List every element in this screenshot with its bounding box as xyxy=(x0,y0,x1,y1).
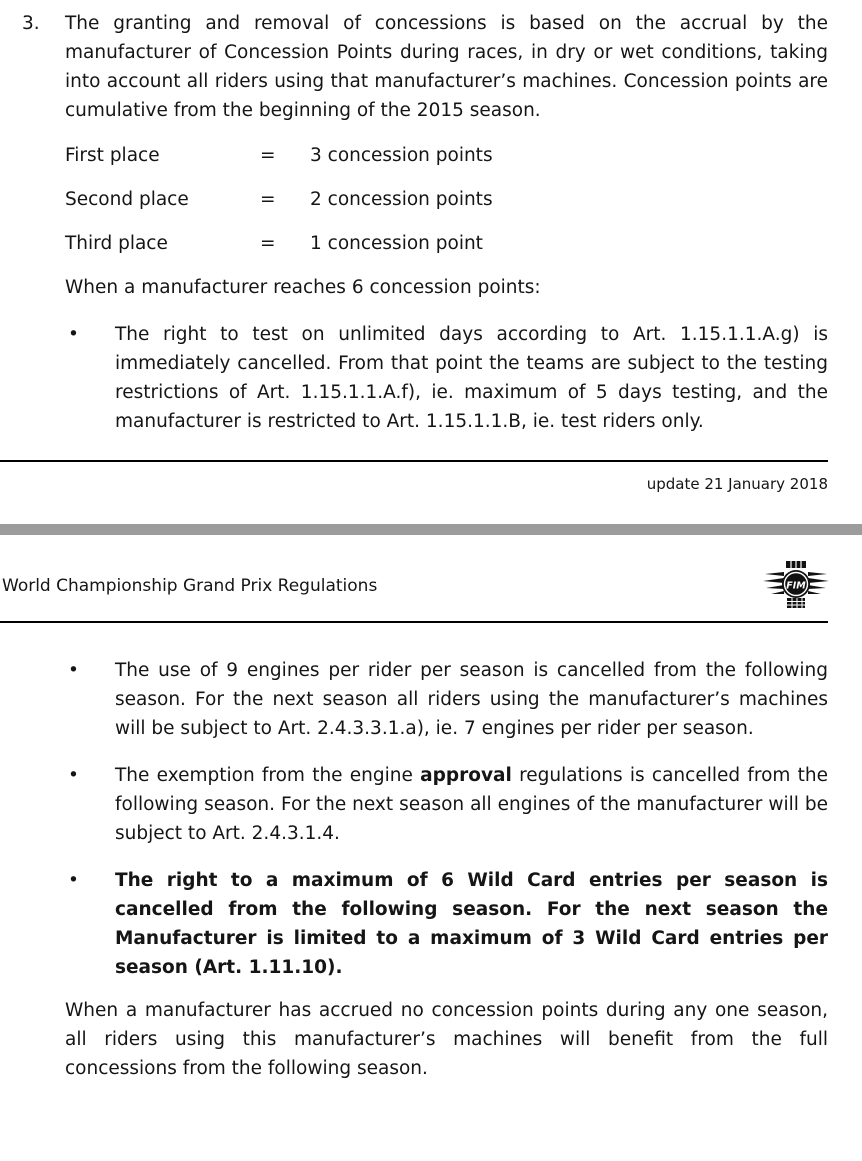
points-value: 1 concession point xyxy=(310,233,483,254)
concessions-clause-3 xyxy=(22,9,828,125)
equals-sign: = xyxy=(260,233,276,254)
engines-bullet xyxy=(68,656,828,743)
fim-logo-icon xyxy=(762,560,830,612)
bullet-icon: • xyxy=(68,324,79,345)
equals-sign: = xyxy=(260,145,276,166)
no-points-closing-paragraph: When a manufacturer has accrued no concession points during any one season, all riders using this manufacturer’s machines will benefit from the full concessions from the following season. xyxy=(65,1000,828,1079)
table-row xyxy=(65,141,828,170)
points-value: 3 concession points xyxy=(310,145,493,166)
place-label: Second place xyxy=(65,189,189,210)
approval-text-post: regulations is cancelled from the following season. For the next season all engines of the manufacturer will be subject to Art. 2.4.3.1.4. xyxy=(115,765,829,844)
table-row xyxy=(65,229,828,258)
approval-text-pre: The exemption from the engine xyxy=(115,765,421,786)
bullet-text: The right to test on unlimited days according to Art. 1.15.1.1.A.g) is immediately cancelled. From that point the teams are subject to the testing restrictions of Art. 1.15.1.1.A.f), ie. maximum of 5 days testing, and the manufacturer is restricted to Art. 1.15.1.1.B, ie. test riders only. xyxy=(115,324,828,432)
document-title: World Championship Grand Prix Regulations xyxy=(2,576,378,596)
page2-content xyxy=(0,623,862,1083)
points-value: 2 concession points xyxy=(310,189,493,210)
clause-number: 3. xyxy=(22,13,40,34)
approval-text-bold: approval xyxy=(420,765,512,786)
bullet-icon: • xyxy=(68,660,79,681)
footer-rule xyxy=(0,460,828,462)
approval-bullet xyxy=(68,761,828,848)
bullet-text xyxy=(115,761,828,848)
testing-restriction-bullet xyxy=(68,320,828,436)
page1-content xyxy=(0,0,862,495)
page-break-divider xyxy=(0,524,862,535)
concession-points-table xyxy=(65,141,828,258)
equals-sign: = xyxy=(260,189,276,210)
clause-text: The granting and removal of concessions is based on the accrual by the manufacturer of Concession Points during races, in dry or wet conditions, taking into account all riders using that manufacturer’s machines. Concession points are cumulative from the beginning of the 2015 season. xyxy=(65,13,828,121)
bullet-icon: • xyxy=(68,765,79,786)
bullet-icon: • xyxy=(68,870,79,891)
update-date: update 21 January 2018 xyxy=(646,475,828,493)
table-row xyxy=(65,185,828,214)
threshold-statement: When a manufacturer reaches 6 concession points: xyxy=(65,277,541,298)
wildcard-bullet xyxy=(68,866,828,982)
place-label: Third place xyxy=(65,233,168,254)
page2-header xyxy=(0,559,862,613)
place-label: First place xyxy=(65,145,160,166)
bullet-text: The use of 9 engines per rider per season is cancelled from the following season. For the next season all riders using the manufacturer’s machines will be subject to Art. 2.4.3.3.1.a), ie. 7 engines per rider per season. xyxy=(115,660,828,739)
fim-logo-text: FIM xyxy=(786,580,806,592)
bullet-text: The right to a maximum of 6 Wild Card entries per season is cancelled from the following season. For the next season the Manufacturer is limited to a maximum of 3 Wild Card entries per season (Art. 1.11.10). xyxy=(115,870,828,978)
